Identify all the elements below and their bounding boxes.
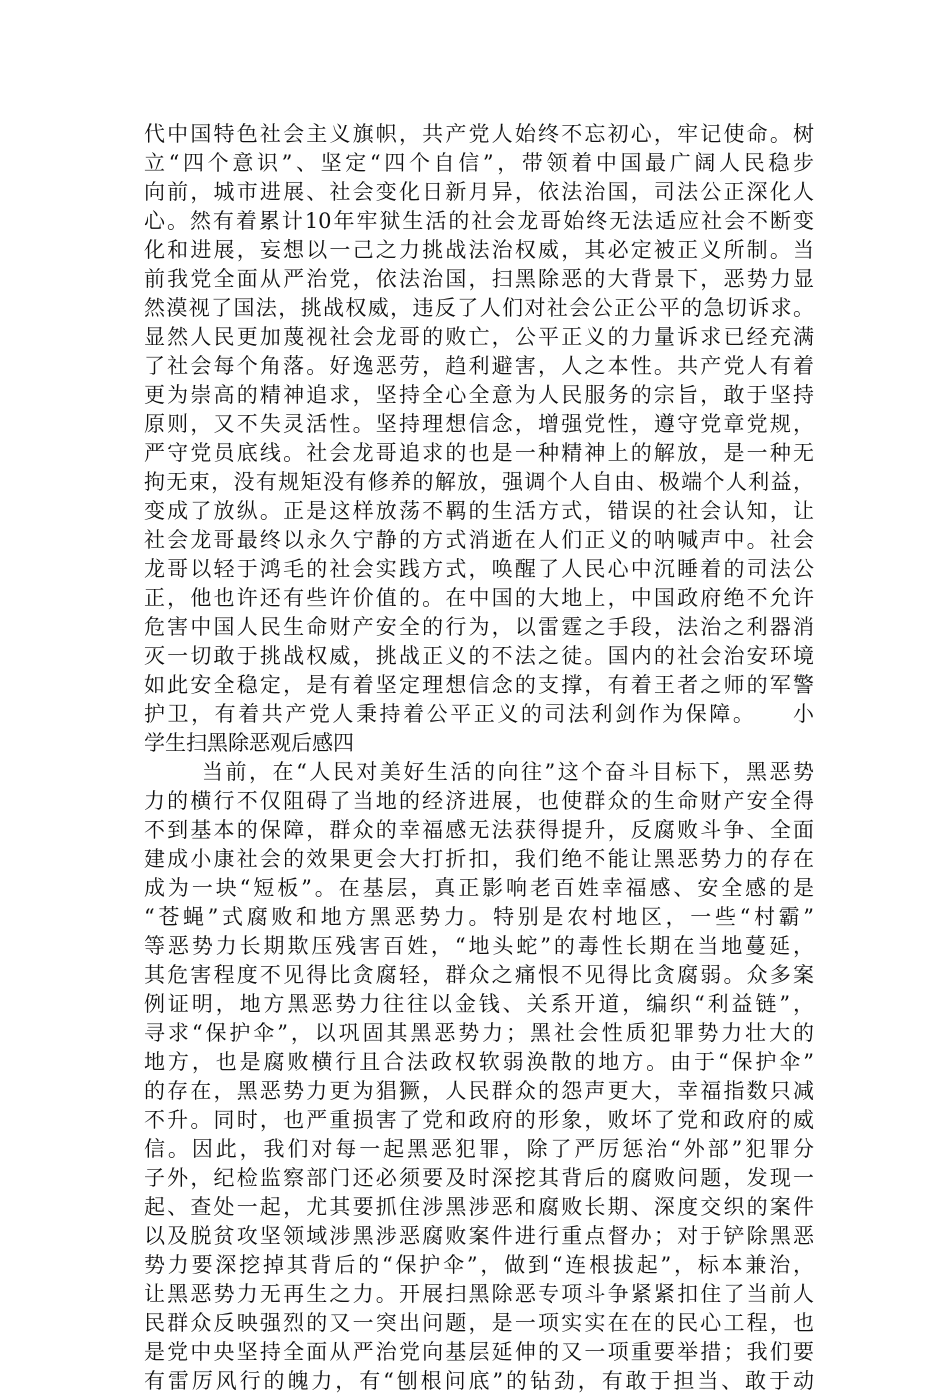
- text-line: 学生扫黑除恶观后感四: [144, 731, 354, 755]
- body-text: [144, 120, 814, 1396]
- text-line: 护卫，有着共产党人秉持着公平正义的司法利剑作为保障。 小: [144, 702, 814, 726]
- text-line: 危害中国人民生命财产安全的行为，以雷霆之手段，法治之利器消: [144, 615, 814, 639]
- text-line: 如此安全稳定，是有着坚定理想信念的支撑，有着王者之师的军警: [144, 673, 814, 697]
- text-line: 起、查处一起，尤其要抓住涉黑涉恶和腐败长期、深度交织的案件: [144, 1195, 814, 1219]
- text-line: 势力要深挖掉其背后的“保护伞”，做到“连根拔起”，标本兼治，: [144, 1253, 814, 1277]
- text-line: 寻求“保护伞”，以巩固其黑恶势力；黑社会性质犯罪势力壮大的: [144, 1021, 814, 1045]
- text-line: 原则，又不失灵活性。坚持理想信念，增强党性，遵守党章党规，: [144, 412, 814, 436]
- text-line: 不到基本的保障，群众的幸福感无法获得提升，反腐败斗争、全面: [144, 818, 814, 842]
- text-line: 正，他也许还有些许价值的。在中国的大地上，中国政府绝不允许: [144, 586, 814, 610]
- text-line: 显然人民更加蔑视社会龙哥的败亡，公平正义的力量诉求已经充满: [144, 325, 814, 349]
- text-line: 前我党全面从严治党，依法治国，扫黑除恶的大背景下，恶势力显: [144, 267, 814, 291]
- text-line: 更为崇高的精神追求，坚持全心全意为人民服务的宗旨，敢于坚持: [144, 383, 814, 407]
- text-line: 不升。同时，也严重损害了党和政府的形象，败坏了党和政府的威: [144, 1108, 814, 1132]
- text-line: 向前，城市进展、社会变化日新月异，依法治国，司法公正深化人: [144, 180, 814, 204]
- text-line: 心。然有着累计10年牢狱生活的社会龙哥始终无法适应社会不断变: [144, 209, 814, 233]
- text-line: 社会龙哥最终以永久宁静的方式消逝在人们正义的呐喊声中。社会: [144, 528, 814, 552]
- text-line: 拘无束，没有规矩没有修养的解放，强调个人自由、极端个人利益，: [144, 470, 814, 494]
- text-line: 例证明，地方黑恶势力往往以金钱、关系开道，编织“利益链”，: [144, 992, 814, 1016]
- text-line: 灭一切敢于挑战权威，挑战正义的不法之徒。国内的社会治安环境: [144, 644, 814, 668]
- text-line: 当前，在“人民对美好生活的向往”这个奋斗目标下，黑恶势: [202, 760, 814, 784]
- text-line: 子外，纪检监察部门还必须要及时深挖其背后的腐败问题，发现一: [144, 1166, 814, 1190]
- text-line: 代中国特色社会主义旗帜，共产党人始终不忘初心，牢记使命。树: [144, 122, 814, 146]
- text-line: 以及脱贫攻坚领域涉黑涉恶腐败案件进行重点督办；对于铲除黑恶: [144, 1224, 814, 1248]
- text-line: 的存在，黑恶势力更为猖獗，人民群众的怨声更大，幸福指数只减: [144, 1079, 814, 1103]
- text-line: 建成小康社会的效果更会大打折扣，我们绝不能让黑恶势力的存在: [144, 847, 814, 871]
- text-line: 立“四个意识”、坚定“四个自信”，带领着中国最广阔人民稳步: [144, 151, 814, 175]
- text-line: 了社会每个角落。好逸恶劳，趋利避害，人之本性。共产党人有着: [144, 354, 814, 378]
- text-line: 民群众反映强烈的又一突出问题，是一项实实在在的民心工程，也: [144, 1311, 814, 1335]
- text-line: 等恶势力长期欺压残害百姓，“地头蛇”的毒性长期在当地蔓延，: [144, 934, 814, 958]
- text-line: 力的横行不仅阻碍了当地的经济进展，也使群众的生命财产安全得: [144, 789, 814, 813]
- text-line: 地方，也是腐败横行且合法政权软弱涣散的地方。由于“保护伞”: [144, 1050, 814, 1074]
- text-line: 信。因此，我们对每一起黑恶犯罪，除了严厉惩治“外部”犯罪分: [144, 1137, 814, 1161]
- text-line: 化和进展，妄想以一己之力挑战法治权威，其必定被正义所制。当: [144, 238, 814, 262]
- text-line: 成为一块“短板”。在基层，真正影响老百姓幸福感、安全感的是: [144, 876, 814, 900]
- text-line: “苍蝇”式腐败和地方黑恶势力。特别是农村地区，一些“村霸”: [144, 905, 814, 929]
- text-line: 变成了放纵。正是这样放荡不羁的生活方式，错误的社会认知，让: [144, 499, 814, 523]
- text-line: 严守党员底线。社会龙哥追求的也是一种精神上的解放，是一种无: [144, 441, 814, 465]
- text-line: 其危害程度不见得比贪腐轻，群众之痛恨不见得比贪腐弱。众多案: [144, 963, 814, 987]
- text-line: 然漠视了国法，挑战权威，违反了人们对社会公正公平的急切诉求。: [144, 296, 814, 320]
- text-line: 龙哥以轻于鸿毛的社会实践方式，唤醒了人民心中沉睡着的司法公: [144, 557, 814, 581]
- text-line: 让黑恶势力无再生之力。开展扫黑除恶专项斗争紧紧扣住了当前人: [144, 1282, 814, 1306]
- text-line: 是党中央坚持全面从严治党向基层延伸的又一项重要举措；我们要: [144, 1340, 814, 1364]
- text-line: 有雷厉风行的魄力，有“刨根问底”的钻劲，有敢于担当、敢于动: [144, 1369, 814, 1393]
